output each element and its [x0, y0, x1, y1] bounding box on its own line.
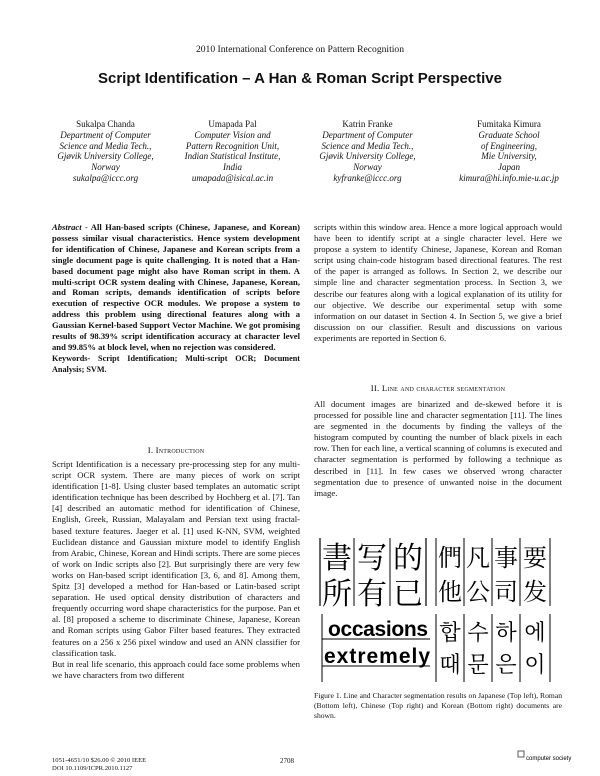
author-email: kimura@hi.info.mie-u.ac.jp [459, 172, 559, 183]
cn-char: 凡 [466, 544, 490, 572]
author-affiliation: Indian Statistical Institute, [184, 151, 281, 162]
author-block-2 [165, 119, 300, 184]
footer-copyright [52, 757, 146, 773]
jp-char: 已 [393, 577, 423, 612]
jp-char: 有 [357, 577, 387, 612]
keywords: Keywords- Script Identification; Multi-script OCR; Document Analysis; SVM. [52, 354, 300, 374]
segmentation-figure [318, 536, 558, 684]
author-name: Umapada Pal [208, 119, 257, 129]
japanese-sample [320, 538, 426, 612]
author-email: umapada@isical.ac.in [191, 172, 274, 183]
author-affiliation: Computer Vision and [194, 129, 271, 140]
kr-char: 에 [524, 621, 546, 646]
cn-char: 要 [523, 544, 547, 572]
author-block-3 [300, 119, 435, 184]
cn-char: 們 [438, 544, 462, 572]
logo-text: computer society [526, 756, 572, 762]
roman-word: extremely [324, 645, 430, 668]
paragraph: Script Identification is a necessary pre-processing step for any multi-script OCR system. There are many pieces of work on script identification [1-8]. Using cluster based templates an automatic script identification technique has been described by Hochberg et al. [7]. Tan [4] described an automatic method for identification of Chinese, English, Greek, Russian, Malayalam and Persian text using fractal-based texture features. Jaeger et al. [1] used K-NN, SVM, weighted Euclidean distance and Gaussian mixture model to identify English from Arabic, Chinese, Korean and Hindi scripts. There are some pieces of work on Indic scripts also [2]. But surprisingly there are very few works on Han-based script identification [3, 6, and 8]. Among them, Spitz [3] developed a method for Han-based or Latin-based script separation. He used optical density distribution of characters and frequently occurring word shape characteristics for the purpose. Pan et al. [8] proposed a scheme to discriminate Chinese, Japanese, Korean and Roman scripts using Gabor Filter based features. They extracted features on a 256 x 256 pixel window and used an ANN classifier for classification task. [52, 459, 300, 658]
cn-char: 事 [494, 544, 518, 572]
abstract-label: Abstract - [52, 222, 88, 232]
jp-char: 写 [357, 541, 387, 576]
author-name: Katrin Franke [342, 119, 393, 129]
author-affiliation: Department of Computer [60, 129, 151, 140]
kr-char: 은 [495, 653, 517, 678]
author-affiliation: Department of Computer [322, 129, 413, 140]
kr-char: 합 [439, 621, 461, 646]
footer-doi: DOI 10.1109/ICPR.2010.1127 [52, 765, 133, 773]
author-affiliation: Norway [353, 162, 382, 173]
jp-char: 所 [322, 577, 352, 612]
paragraph: All document images are binarized and de-skewed before it is processed for possible line and character segmentation [11]. The lines are segmented in the documents by finding the valleys of the histogram computed by counting the number of black pixels in each row. Then for each line, a vertical scanning of columns is executed and character segmentation is performed by following a technique as described in [11]. In few cases we observed wrong character segmentation due to presence of unwanted noise in the document image. [314, 399, 562, 498]
kr-char: 때 [439, 653, 461, 678]
author-affiliation: Gjøvik University College, [57, 151, 154, 162]
paper-title: Script Identification – A Han & Roman Script Perspective [98, 70, 502, 87]
footer-line: 1051-4651/10 $26.00 © 2010 IEEE [52, 757, 147, 764]
abstract [52, 222, 300, 353]
cn-char: 他 [438, 578, 462, 606]
author-name: Sukalpa Chanda [76, 119, 135, 129]
jp-char: 的 [393, 541, 423, 576]
page-number: 2708 [280, 757, 294, 765]
section-heading: II. Line and character segmentation [370, 383, 506, 393]
cn-char: 发 [523, 578, 547, 606]
author-email: kyfranke@iccc.org [333, 172, 402, 183]
roman-word: occasions [328, 618, 428, 641]
abstract-text: All Han-based scripts (Chinese, Japanese, and Korean) possess similar visual characteristics. Hence system development for identification of Chinese, Japanese and Korean scripts from a single document page is quite challenging. It is noted that a Han-based document page might also have Roman script in them. A multi-script OCR system dealing with Chinese, Japanese, Korean, and Roman scripts, demands identification of scripts before execution of respective OCR modules. We propose a system to address this problem using directional features along with a Gaussian Kernel-based Support Vector Machine. We got promising results of 98.39% script identification accuracy at character level and 99.85% at block level, when no rejection was considered. [52, 222, 300, 352]
kr-char: 이 [524, 653, 546, 678]
cn-char: 公 [466, 578, 490, 606]
introduction-section [52, 445, 300, 681]
right-column-text: scripts within this window area. Hence a more logical approach would have been to identify script at a single character level. Here we propose a system to identify Chinese, Japanese, Korean and Roman script using chain-code histogram based directional features. The rest of the paper is arranged as follows. In Section 2, we describe our simple line and character segmentation process. In Section 3, we describe our features along with a logical explanation of its utility for our objective. We describe our experimental setup with some information on our dataset in Section 4. In Section 5, we give a brief discussion on our classifier. Result and discussions on various experiments are reported in Section 6. [314, 222, 562, 343]
author-affiliation: Science and Media Tech., [59, 140, 152, 151]
conference-header: 2010 International Conference on Pattern Recognition [195, 44, 405, 55]
author-block-1 [38, 119, 173, 184]
korean-sample [436, 614, 550, 682]
author-affiliation: Norway [91, 162, 120, 173]
kr-char: 문 [467, 653, 489, 678]
author-affiliation: Mie University, [481, 151, 537, 162]
figure-caption: Figure 1. Line and Character segmentation results on Japanese (Top left), Roman (Bottom left), Chinese (Top right) and Korean (Bottom right) documents are shown. [314, 691, 562, 720]
author-affiliation: Japan [498, 162, 520, 173]
author-affiliation: Gjøvik University College, [319, 151, 416, 162]
section-heading: I. Introduction [147, 445, 205, 455]
kr-char: 하 [495, 621, 517, 646]
author-affiliation: India [223, 162, 242, 173]
author-affiliation: Graduate School [478, 129, 540, 140]
author-email: sukalpa@iccc.org [72, 172, 139, 183]
segmentation-section [314, 383, 562, 499]
chinese-sample [436, 538, 550, 606]
author-affiliation: Pattern Recognition Unit, [185, 140, 280, 151]
roman-sample [322, 614, 430, 682]
author-affiliation: of Engineering, [481, 140, 537, 151]
author-name: Fumitaka Kimura [477, 119, 541, 129]
kr-char: 수 [467, 621, 489, 646]
computer-society-logo [516, 749, 572, 771]
author-affiliation: Science and Media Tech., [321, 140, 414, 151]
paragraph: But in real life scenario, this approach could face some problems when we have characters from two different [52, 658, 300, 680]
author-block-4 [435, 119, 583, 184]
jp-char: 書 [322, 541, 352, 576]
cn-char: 司 [494, 578, 518, 606]
